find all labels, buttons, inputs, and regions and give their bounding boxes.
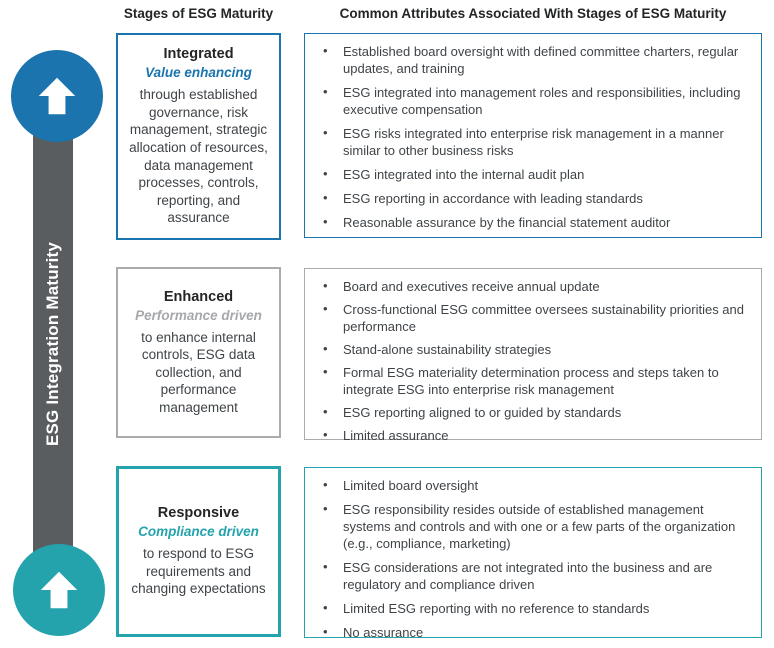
attribute-item: • Limited assurance	[321, 427, 749, 444]
up-arrow-icon	[34, 73, 80, 119]
stage-title: Integrated	[163, 46, 234, 63]
maturity-axis-label: ESG Integration Maturity	[43, 241, 62, 447]
stage-box-responsive	[116, 466, 281, 637]
attributes-box-responsive	[304, 467, 762, 638]
attributes-box-enhanced	[304, 268, 762, 443]
stages-column-header: Stages of ESG Maturity	[123, 6, 274, 21]
attribute-item: • ESG responsibility resides outside of established management systems and controls and with one or a few parts of the organization (e.g., compliance, marketing)	[321, 501, 749, 552]
stage-description: to respond to ESG requirements and changing expectations	[131, 546, 266, 597]
attribute-list	[305, 269, 761, 444]
stage-subtitle: Value enhancing	[145, 65, 252, 81]
attribute-item: • ESG risks integrated into enterprise risk management in a manner similar to other business risks	[321, 125, 749, 159]
stage-title: Enhanced	[163, 288, 234, 305]
stage-box-integrated	[116, 33, 281, 240]
attribute-item: • ESG considerations are not integrated into the business and are regulatory and compliance driven	[321, 559, 749, 593]
attribute-item: • ESG reporting aligned to or guided by standards	[321, 404, 749, 421]
stage-description: through established governance, risk management, strategic allocation of resources, data management processes, controls, reporting, and assurance	[129, 87, 268, 226]
stage-description: to enhance internal controls, ESG data collection, and performance management	[141, 329, 256, 415]
attribute-list	[305, 468, 761, 641]
attribute-item: • Limited ESG reporting with no reference to standards	[321, 600, 749, 617]
stage-subtitle: Compliance driven	[138, 524, 259, 540]
attribute-item: • ESG integrated into the internal audit plan	[321, 166, 749, 183]
attribute-item: • Cross-functional ESG committee oversees sustainability priorities and performance	[321, 301, 749, 335]
stage-box-enhanced	[116, 267, 281, 438]
stage-subtitle: Performance driven	[135, 307, 262, 323]
attributes-box-integrated	[304, 33, 762, 238]
attribute-list	[305, 34, 761, 231]
attribute-item: • Board and executives receive annual update	[321, 278, 749, 295]
stage-title: Responsive	[157, 505, 240, 522]
maturity-top-arrow-badge	[11, 50, 103, 142]
maturity-bottom-arrow-badge	[13, 544, 105, 636]
attribute-item: • Reasonable assurance by the financial statement auditor	[321, 214, 749, 231]
attribute-item: • ESG integrated into management roles and responsibilities, including executive compensation	[321, 84, 749, 118]
attribute-item: • ESG reporting in accordance with leading standards	[321, 190, 749, 207]
attribute-item: • Stand-alone sustainability strategies	[321, 341, 749, 358]
up-arrow-icon	[36, 567, 82, 613]
attribute-item: • Limited board oversight	[321, 477, 749, 494]
attribute-item: • No assurance	[321, 624, 749, 641]
attributes-column-header: Common Attributes Associated With Stages of ESG Maturity	[339, 6, 727, 21]
attribute-item: • Formal ESG materiality determination process and steps taken to integrate ESG into enterprise risk management	[321, 364, 749, 398]
attribute-item: • Established board oversight with defined committee charters, regular updates, and training	[321, 43, 749, 77]
